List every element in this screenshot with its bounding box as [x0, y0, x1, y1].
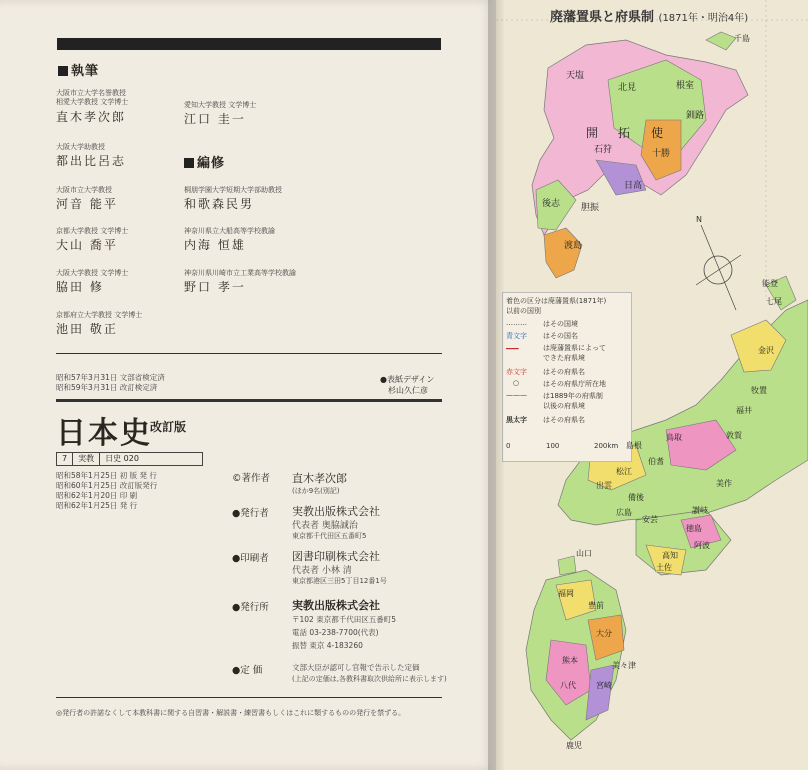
book-code [56, 452, 203, 466]
author-affiliation: 京都府立大学教授 文学博士 [56, 311, 143, 319]
legend-text: できた府県境 [543, 354, 585, 362]
author-name: 河音 能平 [56, 197, 118, 211]
author-affiliation: 京都大学教授 文学博士 [56, 227, 129, 235]
approval-line: 昭和57年3月31日 文部省検定済 [56, 373, 165, 382]
printer-address: 東京都港区三田5丁目12番1号 [292, 577, 387, 585]
legend-text: 以前の国別 [506, 307, 541, 315]
editor-affiliation: 神奈川県立大船高等学校教諭 [184, 227, 275, 235]
legend-text: はその府県名 [543, 368, 585, 376]
header-bar [57, 38, 441, 50]
divider [56, 697, 442, 698]
author-name: 江口 圭一 [184, 112, 246, 126]
place-label: 備後 [628, 493, 644, 502]
notice: ◎発行者の許諾なくして本教科書に関する自習書・解説書・練習書もしくはこれに類するものの発行を禁ずる。 [56, 709, 406, 717]
author-name: 直木孝次郎 [56, 110, 127, 124]
legend-text: はその府県名 [543, 416, 585, 424]
place-label: 敦賀 [726, 431, 742, 440]
history-line: 昭和60年1月25日 改訂版発行 [56, 481, 158, 490]
publisher-address: 東京都千代田区五番町5 [292, 532, 367, 540]
place-label: 豊前 [588, 601, 604, 610]
place-label: 釧路 [686, 111, 705, 121]
place-label: 山口 [576, 549, 592, 558]
place-label: 讃岐 [692, 506, 708, 515]
place-label: 八代 [560, 681, 576, 690]
place-label: 千島 [734, 34, 750, 43]
legend-line-icon: ━━━ [506, 345, 519, 353]
printer-value: 図書印刷株式会社 [292, 550, 380, 563]
designer-name: 杉山久仁彦 [388, 386, 428, 395]
place-label: 鹿児 [566, 741, 582, 750]
place-label: 胆振 [581, 203, 600, 213]
history-line: 昭和58年1月25日 初 版 発 行 [56, 471, 157, 480]
place-label: 牧置 [751, 386, 767, 395]
author-affiliation: 大阪市立大学教授 [56, 186, 112, 194]
author-affiliation: 大阪大学教授 文学博士 [56, 269, 129, 277]
publisher-rep: 代表者 奥脇誠治 [292, 521, 358, 531]
place-label: 日高 [624, 181, 643, 191]
book-gutter [488, 0, 504, 770]
legend-line-icon: ……… [506, 319, 527, 327]
place-label: 美々津 [612, 661, 636, 670]
legend-text: は廃藩置県によって [543, 344, 606, 352]
place-label: 熊本 [562, 656, 578, 665]
place-label: 松江 [616, 467, 632, 476]
scale-label: 0 [506, 442, 511, 450]
legend-key-bold: 黒太字 [506, 416, 527, 424]
code-number: 7 [57, 453, 73, 465]
place-label: 大分 [596, 629, 612, 638]
place-label: 徳島 [686, 524, 702, 533]
author-sub: (ほか9名(別記) [292, 487, 340, 495]
place-label: 拓 [618, 126, 631, 140]
author-affiliation: 相愛大学教授 文学博士 [56, 98, 129, 106]
printer-role: ●印刷者 [232, 553, 269, 564]
printer-rep: 代表者 小林 清 [292, 566, 352, 576]
place-label: 十勝 [652, 149, 671, 159]
capital-marker-icon: ○ [513, 379, 520, 387]
place-label: 石狩 [594, 145, 613, 155]
place-label: 鳥取 [666, 433, 682, 442]
author-affiliation: 大阪大学助教授 [56, 143, 105, 151]
editor-name: 野口 孝一 [184, 280, 246, 294]
editor-name: 内海 恒雄 [184, 238, 246, 252]
editor-name: 和歌森民男 [184, 197, 255, 211]
publisher-role: ●発行者 [232, 508, 269, 519]
divider [56, 353, 442, 354]
legend-text: はその国名 [543, 332, 578, 340]
place-label: 使 [651, 126, 664, 140]
place-label: 島根 [626, 441, 642, 450]
author-name: 大山 喬平 [56, 238, 118, 252]
map-title: 廃藩置県と府県制 (1871年・明治4年) [550, 10, 749, 25]
legend-key-blue: 青文字 [506, 332, 527, 340]
author-affiliation: 大阪市立大学名誉教授 [56, 89, 126, 97]
divider-thick [56, 399, 442, 402]
history-line: 昭和62年1月20日 印 刷 [56, 491, 138, 500]
legend-text: は1889年の府県制 [543, 392, 603, 400]
author-role: ©著作者 [232, 473, 271, 484]
place-label: 金沢 [758, 346, 774, 355]
legend-line-icon: ——— [506, 391, 527, 399]
place-label: 根室 [676, 81, 695, 91]
place-label: 天塩 [566, 71, 585, 81]
place-label: 出雲 [596, 481, 612, 490]
place-label: 宮崎 [596, 681, 612, 690]
place-label: 開 [586, 126, 599, 140]
legend-key-red: 赤文字 [506, 368, 527, 376]
scale-label: 200km [594, 442, 619, 450]
author-name: 脇田 修 [56, 280, 104, 294]
map-legend [502, 292, 632, 462]
office-transfer: 振替 東京 4-183260 [292, 641, 363, 650]
approval-line: 昭和59年3月31日 改訂検定済 [56, 383, 158, 392]
author-value: 直木孝次郎 [292, 472, 347, 485]
edition-label: 改訂版 [150, 420, 187, 434]
place-label: 七尾 [766, 297, 782, 306]
price-note: (上記の定価は,各教科書取次供給所に表示します) [292, 675, 447, 683]
place-label: 北見 [618, 83, 637, 93]
price-role: ●定 価 [232, 665, 263, 676]
place-label: 安芸 [642, 515, 658, 524]
place-label: 阿波 [694, 541, 710, 550]
office-tel: 電話 03-238-7700(代表) [292, 628, 379, 637]
scale-label: 100 [546, 442, 560, 450]
place-label: 福岡 [558, 589, 574, 598]
author-name: 池田 敬正 [56, 322, 118, 336]
office-role: ●発行所 [232, 602, 269, 613]
map-page [496, 0, 808, 770]
compass-north-label: N [696, 215, 702, 224]
place-label: 後志 [542, 199, 561, 209]
author-name: 都出比呂志 [56, 154, 127, 168]
editors-heading: 編修 [184, 152, 225, 171]
code-subject: 日史 020 [105, 454, 139, 463]
place-label: 伯耆 [648, 457, 664, 466]
editor-affiliation: 神奈川県川崎市立工業高等学校教諭 [184, 269, 296, 277]
office-address: 〒102 東京都千代田区五番町5 [292, 615, 396, 624]
authors-heading: 執筆 [58, 60, 99, 79]
place-label: 広島 [616, 508, 632, 517]
legend-text: はその国境 [543, 320, 578, 328]
place-label: 土佐 [656, 563, 672, 572]
place-label: 能登 [762, 279, 778, 288]
design-label: ●表紙デザイン [380, 375, 435, 384]
legend-text: はその府県庁所在地 [543, 380, 606, 388]
place-label: 美作 [716, 479, 732, 488]
legend-text: 以後の府県境 [543, 402, 585, 410]
place-label: 高知 [662, 551, 678, 560]
editor-affiliation: 桐朋学園大学短期大学部助教授 [184, 186, 282, 194]
office-value: 実教出版株式会社 [292, 599, 380, 612]
history-line: 昭和62年1月25日 発 行 [56, 501, 138, 510]
place-label: 福井 [736, 406, 752, 415]
code-publisher: 実教 [73, 453, 100, 465]
author-affiliation: 愛知大学教授 文学博士 [184, 101, 257, 109]
publisher-value: 実教出版株式会社 [292, 505, 380, 518]
price-value: 文部大臣が認可し官報で告示した定価 [292, 663, 420, 672]
legend-text: 着色の区分は廃藩置県(1871年) [506, 297, 607, 305]
book-title: 日本史 [56, 416, 152, 451]
place-label: 渡島 [564, 241, 583, 251]
